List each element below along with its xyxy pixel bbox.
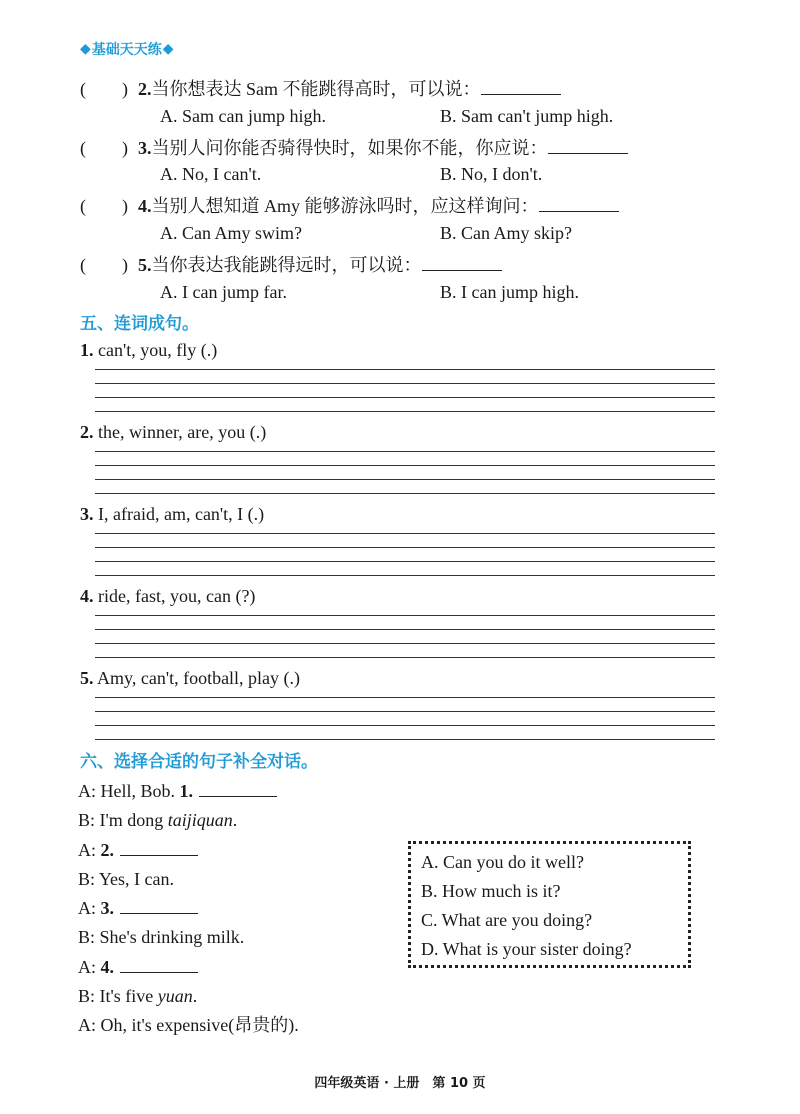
choice-question	[80, 135, 628, 161]
option-item: B. How much is it?	[421, 881, 561, 901]
writing-line	[95, 739, 715, 740]
option-a: A. I can jump far.	[160, 282, 287, 302]
writing-line	[95, 629, 715, 630]
header-title: 基础天天练	[91, 42, 162, 58]
dialogue-line: B: Yes, I can.	[78, 869, 175, 889]
item-number: 5.	[80, 668, 94, 688]
answer-blank[interactable]	[481, 76, 561, 95]
answer-blank[interactable]	[120, 837, 198, 856]
blank-number: 2.	[100, 840, 114, 860]
writing-line	[95, 547, 715, 548]
answer-parenthesis[interactable]: ( )	[80, 138, 128, 158]
page-footer: 四年级英语 · 上册 第 10 页	[314, 1076, 486, 1091]
choice-question	[80, 193, 619, 219]
choice-question	[80, 76, 561, 102]
item-words: I, afraid, am, can't, I (.)	[98, 504, 265, 524]
item-words: ride, fast, you, can (?)	[98, 586, 256, 606]
sentence-item	[80, 583, 255, 609]
writing-line	[95, 711, 715, 712]
option-item: C. What are you doing?	[421, 910, 593, 930]
diamond-icon: ◆	[162, 41, 174, 57]
dialogue-text: A:	[78, 840, 101, 860]
option-a: A. No, I can't.	[160, 164, 262, 184]
option-b: B. No, I don't.	[440, 164, 543, 184]
writing-line	[95, 643, 715, 644]
dialogue-line	[78, 895, 198, 921]
sentence-item	[80, 501, 264, 527]
section-header	[80, 38, 174, 60]
dialogue-punct: .	[232, 810, 238, 830]
dialogue-text: A:	[78, 957, 101, 977]
answer-blank[interactable]	[422, 252, 502, 271]
dialogue-punct: .	[192, 986, 198, 1006]
writing-line	[95, 697, 715, 698]
question-prompt: 当别人问你能否骑得快时，如果你不能，你应说：	[151, 138, 548, 158]
sentence-item	[80, 665, 300, 691]
item-words: can't, you, fly (.)	[98, 340, 218, 360]
writing-line	[95, 383, 715, 384]
answer-blank[interactable]	[120, 895, 198, 914]
sentence-item	[80, 337, 217, 363]
dialogue-text: A: Hell, Bob.	[78, 781, 180, 801]
blank-number: 4.	[100, 957, 114, 977]
question-number: 2.	[138, 79, 152, 99]
writing-line	[95, 575, 715, 576]
writing-line	[95, 411, 715, 412]
blank-number: 1.	[179, 781, 193, 801]
italic-word: yuan	[157, 986, 193, 1006]
dialogue-text: A:	[78, 898, 101, 918]
dialogue-text: B: I'm dong	[78, 810, 168, 830]
answer-parenthesis[interactable]: ( )	[80, 255, 128, 275]
diamond-icon: ◆	[80, 41, 91, 57]
answer-blank[interactable]	[120, 954, 198, 973]
question-prompt: 当别人想知道 Amy 能够游泳吗时，应这样询问：	[151, 196, 539, 216]
option-item: D. What is your sister doing?	[421, 939, 632, 959]
item-number: 4.	[80, 586, 94, 606]
writing-line	[95, 657, 715, 658]
writing-line	[95, 369, 715, 370]
italic-word: taijiquan	[167, 810, 233, 830]
option-a: A. Sam can jump high.	[160, 106, 326, 126]
dialogue-line	[78, 983, 197, 1009]
answer-blank[interactable]	[199, 778, 277, 797]
question-number: 4.	[138, 196, 152, 216]
writing-line	[95, 561, 715, 562]
question-prompt: 当你表达我能跳得远时，可以说：	[151, 255, 422, 275]
blank-number: 3.	[100, 898, 114, 918]
item-number: 1.	[80, 340, 94, 360]
item-words: the, winner, are, you (.)	[98, 422, 267, 442]
choice-question	[80, 252, 502, 278]
option-item: A. Can you do it well?	[421, 852, 584, 872]
options-box	[408, 841, 691, 968]
writing-line	[95, 479, 715, 480]
dialogue-line: A: Oh, it's expensive(昂贵的).	[78, 1015, 299, 1035]
option-a: A. Can Amy swim?	[160, 223, 302, 243]
dialogue-line	[78, 778, 277, 804]
answer-blank[interactable]	[539, 193, 619, 212]
writing-line	[95, 451, 715, 452]
option-b: B. Sam can't jump high.	[440, 106, 614, 126]
dialogue-line	[78, 807, 237, 833]
writing-line	[95, 397, 715, 398]
writing-line	[95, 465, 715, 466]
dialogue-line	[78, 954, 198, 980]
dialogue-text: B: It's five	[78, 986, 158, 1006]
writing-line	[95, 493, 715, 494]
item-number: 3.	[80, 504, 94, 524]
option-b: B. Can Amy skip?	[440, 223, 573, 243]
item-number: 2.	[80, 422, 94, 442]
answer-blank[interactable]	[548, 135, 628, 154]
sentence-item	[80, 419, 266, 445]
section-title: 五、连词成句。	[80, 314, 199, 334]
dialogue-line	[78, 837, 198, 863]
section-title: 六、选择合适的句子补全对话。	[80, 752, 318, 772]
writing-line	[95, 533, 715, 534]
writing-line	[95, 615, 715, 616]
writing-line	[95, 725, 715, 726]
question-prompt: 当你想表达 Sam 不能跳得高时，可以说：	[151, 79, 481, 99]
answer-parenthesis[interactable]: ( )	[80, 196, 128, 216]
dialogue-line: B: She's drinking milk.	[78, 927, 245, 947]
item-words: Amy, can't, football, play (.)	[97, 668, 301, 688]
answer-parenthesis[interactable]: ( )	[80, 79, 128, 99]
question-number: 5.	[138, 255, 152, 275]
option-b: B. I can jump high.	[440, 282, 579, 302]
question-number: 3.	[138, 138, 152, 158]
